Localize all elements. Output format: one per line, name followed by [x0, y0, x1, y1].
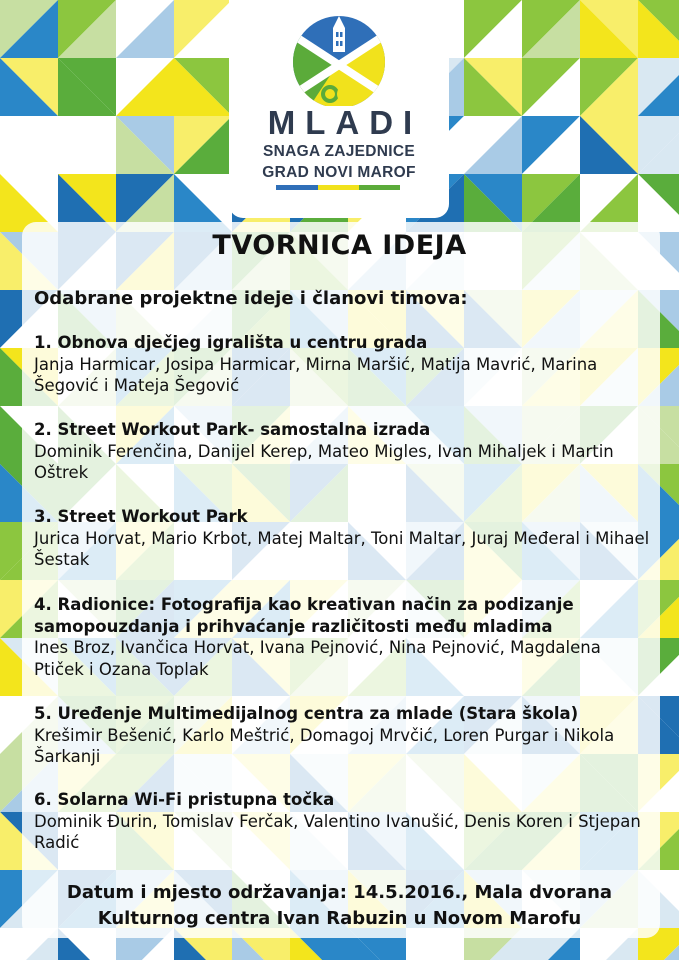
project-item-4 [34, 594, 654, 680]
logo-place: GRAD NOVI MAROF [262, 164, 416, 181]
project-item-5 [34, 703, 654, 768]
project-members: Dominik Đurin, Tomislav Ferčak, Valentino Ivanušić, Denis Koren i Stjepan Radić [34, 811, 641, 852]
project-item-3 [34, 506, 654, 571]
project-heading: 2. Street Workout Park- samostalna izrada [34, 420, 431, 439]
project-members: Janja Harmicar, Josipa Harmicar, Mirna Maršić, Matija Mavrić, Marina Šegović i Mateja Šegović [34, 354, 598, 395]
project-heading: 4. Radionice: Fotografija kao kreativan način za podizanje samopouzdanja i prihvaćanje različitosti među mladima [34, 595, 574, 636]
project-heading: 1. Obnova dječjeg igrališta u centru grada [34, 333, 428, 352]
project-item-2 [34, 419, 654, 484]
section-subtitle: Odabrane projektne ideje i članovi timova: [34, 288, 468, 309]
project-heading: 6. Solarna Wi-Fi pristupna točka [34, 790, 335, 809]
project-heading: 3. Street Workout Park [34, 507, 248, 526]
logo-name: MLADI [267, 104, 423, 141]
event-date-line: Datum i mjesto održavanja: 14.5.2016., Mala dvorana [66, 882, 613, 903]
page-title: TVORNICA IDEJA [212, 230, 467, 261]
project-item-1 [34, 332, 654, 397]
project-item-6 [34, 789, 654, 854]
project-members: Ines Broz, Ivančica Horvat, Ivana Pejnović, Nina Pejnović, Magdalena Ptiček i Ozana Toplak [34, 638, 601, 679]
event-venue-line: Kulturnog centra Ivan Rabuzin u Novom Marofu [97, 908, 582, 929]
project-members: Dominik Ferenčina, Danijel Kerep, Mateo Migles, Ivan Mihaljek i Martin Oštrek [34, 441, 614, 482]
project-heading: 5. Uređenje Multimedijalnog centra za mlade (Stara škola) [34, 704, 579, 723]
event-info [0, 880, 679, 932]
project-members: Jurica Horvat, Mario Krbot, Matej Maltar, Toni Maltar, Juraj Međeral i Mihael Šestak [34, 528, 650, 569]
project-members: Krešimir Bešenić, Karlo Meštrić, Domagoj Mrvčić, Loren Purgar i Nikola Šarkanji [34, 725, 615, 766]
logo-tagline: SNAGA ZAJEDNICE [262, 143, 416, 160]
